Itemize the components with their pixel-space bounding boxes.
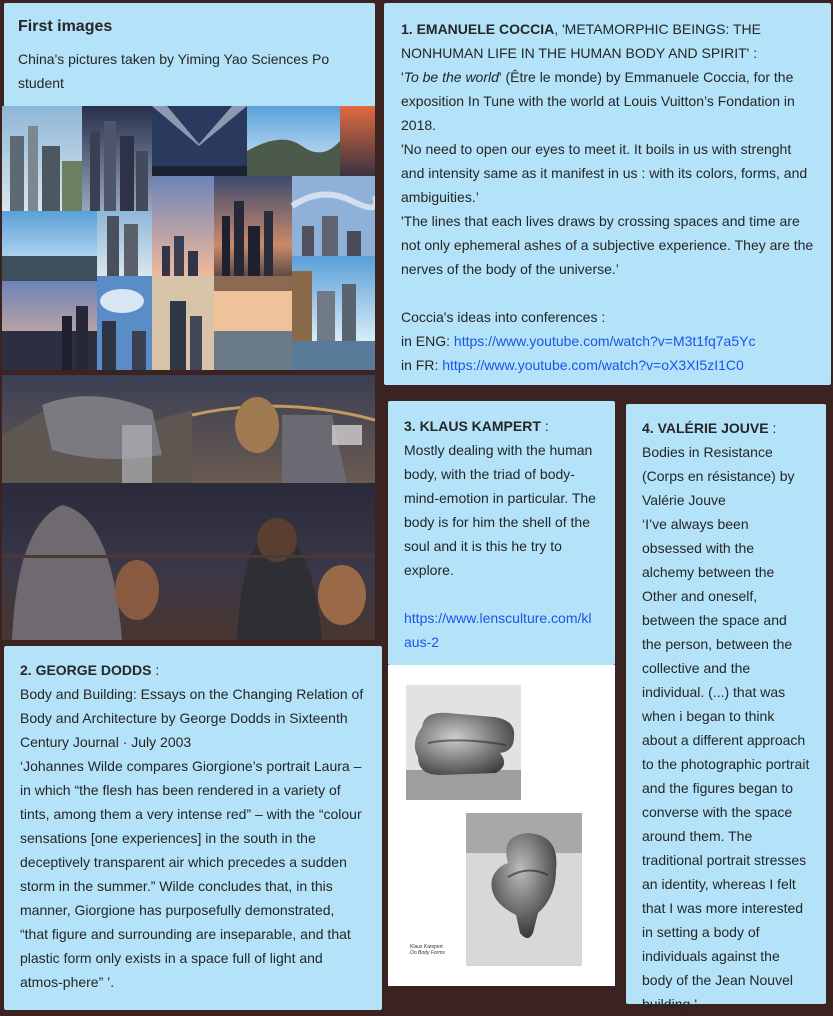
kampert-link-line: [404, 606, 599, 654]
coccia-content: [401, 17, 814, 377]
eng-youtube-link[interactable]: https://www.youtube.com/watch?v=M3t1fq7a5Yc: [453, 333, 756, 349]
jouve-colon: :: [768, 420, 777, 436]
kampert-title: [404, 414, 599, 438]
fr-youtube-link[interactable]: https://www.youtube.com/watch?v=oX3XI5zI1C0: [442, 357, 744, 373]
kampert-sculpture-image[interactable]: [388, 665, 615, 986]
jouve-title: [642, 416, 810, 440]
first-images-caption: China's pictures taken by Yiming Yao Sciences Po student: [18, 51, 330, 91]
spacer: [404, 582, 599, 606]
kampert-content: [404, 414, 599, 654]
first-images-card: [4, 3, 375, 107]
coccia-title: [401, 17, 814, 65]
dodds-content: [20, 658, 366, 994]
coccia-quote-1: 'No need to open our eyes to meet it. It boils in us with strenght and intensity same as it manifest in us : with its colors, forms, and ambiguities.’: [401, 141, 808, 205]
people-night-photos[interactable]: [2, 375, 375, 640]
coccia-conferences-intro: Coccia's ideas into conferences :: [401, 309, 606, 325]
dodds-card: [4, 646, 382, 1010]
coccia-card: [384, 3, 831, 385]
dodds-title: [20, 658, 366, 682]
collage-image: [2, 106, 375, 370]
caption-name: Klaus Kampert: [410, 944, 443, 950]
kampert-name: 3. KLAUS KAMPERT: [404, 418, 541, 434]
kampert-colon: :: [540, 418, 549, 434]
first-images-heading: First images: [18, 18, 113, 35]
dodds-colon: :: [151, 662, 160, 678]
eng-label: in ENG:: [401, 333, 454, 349]
coccia-quote-2: 'The lines that each lives draws by crossing spaces and time are not only ephemeral ashes of a subjective experience. They are the nerves of the body of the universe.’: [401, 213, 814, 277]
jouve-card: [626, 404, 826, 1012]
dodds-book: Body and Building: Essays on the Changing Relation of Body and Architecture by George Dodds in Sixteenth Century Journal · July 2003: [20, 686, 364, 750]
kampert-card: [388, 401, 615, 665]
spacer: [401, 281, 814, 305]
jouve-name: 4. VALÉRIE JOUVE: [642, 420, 769, 436]
body-forms-photos: [388, 665, 615, 986]
coccia-title-rest: , 'METAMORPHIC BEINGS: THE NONHUMAN LIFE IN THE HUMAN BODY AND SPIRIT' :: [401, 21, 761, 61]
dodds-quote: ‘Johannes Wilde compares Giorgione’s portrait Laura – in which “the flesh has been rendered in a variety of tints, among them a very intense red” – with the “colour sensations [one experiences] in the south in the deceptively transparent air which precedes a sudden storm in the summer.” Wilde concludes that, in this manner, Giorgione has purposefully demonstrated, “that figure and surrounding are inseparable, and that plastic form only exists in a space full of light and atmos-phere” ’.: [20, 758, 362, 990]
dodds-name: 2. GEORGE DODDS: [20, 662, 152, 678]
fr-label: in FR:: [401, 357, 443, 373]
lensculture-link[interactable]: https://www.lensculture.com/klaus-2: [404, 610, 592, 650]
caption-series: On Body Forms: [410, 950, 446, 956]
coccia-work: 'To be the world' (Être le monde) by Emmanuele Coccia, for the exposition In Tune with the world at Louis Vuitton’s Fondation in 2018.: [401, 69, 795, 133]
coccia-work-description: ' (Être le monde) by Emmanuele Coccia, for the exposition In Tune with the world at Louis Vuitton’s Fondation in 2018.: [401, 69, 795, 133]
coccia-work-title: To be the world: [403, 69, 499, 85]
jouve-content: [642, 416, 810, 1016]
people-photos-image: [2, 375, 375, 640]
coccia-fr-line: [401, 353, 814, 377]
kampert-body: Mostly dealing with the human body, with the triad of body-mind-emotion in particular. The body is for him the shell of the soul and it is this he try to explore.: [404, 442, 596, 578]
china-photo-collage[interactable]: [2, 106, 375, 370]
coccia-name: 1. EMANUELE COCCIA: [401, 21, 555, 37]
jouve-work: Bodies in Resistance (Corps en résistance) by Valérie Jouve: [642, 444, 795, 508]
jouve-quote: ‘I’ve always been obsessed with the alchemy between the Other and oneself, between the space and the person, between the collective and the individual. (...) that was when i began to think about a different approach to the photographic portrait and the figures began to converse with the space around them. The traditional portrait stresses an identity, whereas I felt that I was more interested in setting a body of individuals against the body of the Jean Nouvel building.’: [642, 516, 810, 1012]
coccia-eng-line: [401, 329, 814, 353]
